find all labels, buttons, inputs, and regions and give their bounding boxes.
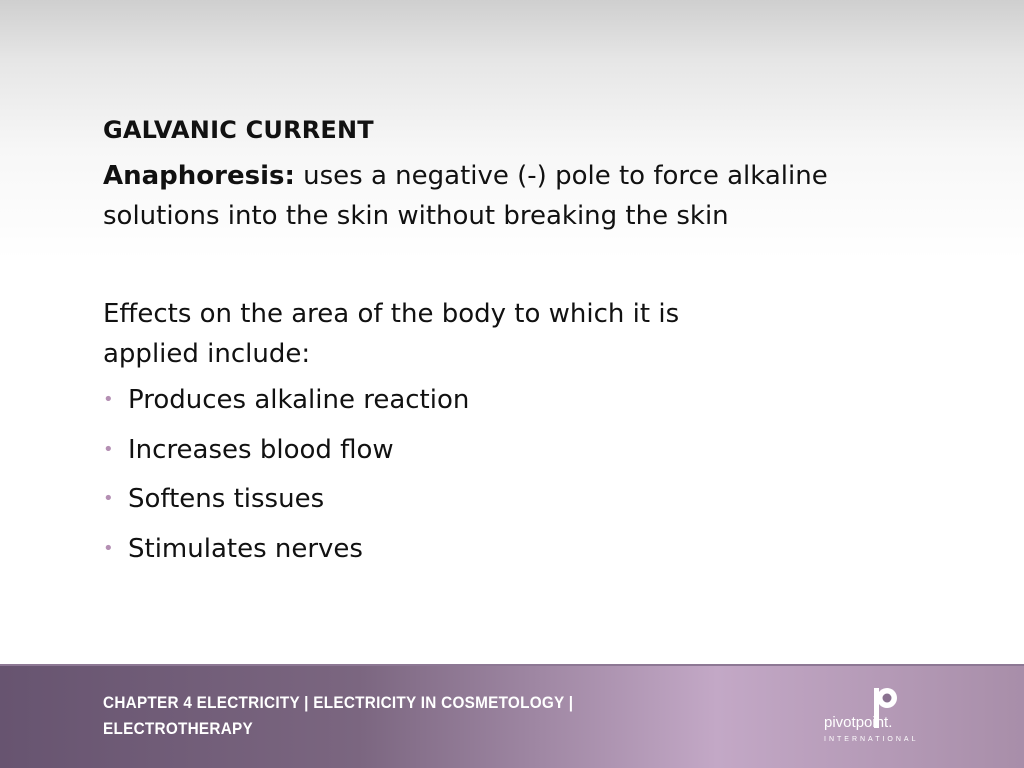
bullet-icon: •	[103, 488, 114, 509]
effects-list	[103, 380, 863, 569]
pivot-point-logo	[824, 686, 934, 748]
bullet-icon: •	[103, 438, 114, 460]
list-item-text: Stimulates nerves	[128, 533, 363, 564]
effects-intro: Effects on the area of the body to which it is applied include:	[103, 299, 680, 369]
footer-chapter-text: CHAPTER 4 ELECTRICITY | ELECTRICITY IN COSMETOLOGY | ELECTROTHERAPY	[103, 693, 574, 738]
list-item-text: Increases blood flow	[128, 434, 394, 465]
list-item-text: Produces alkaline reaction	[128, 385, 470, 415]
definition-term: Anaphoresis:	[103, 161, 295, 191]
logo-word-left: pivot	[824, 714, 856, 731]
slide-content	[103, 112, 863, 578]
bullet-icon: •	[103, 389, 114, 410]
definition-text: uses a negative (-) pole to force alkaline solutions into the skin without breaking the skin	[103, 161, 828, 231]
logo-word-right: point.	[855, 714, 893, 731]
bullet-icon: •	[103, 537, 114, 559]
list-item	[103, 380, 863, 420]
list-item	[103, 430, 863, 470]
list-item	[103, 479, 863, 519]
logo-subtitle: INTERNATIONAL	[824, 736, 919, 743]
logo-wordmark	[824, 714, 892, 731]
list-item	[103, 529, 863, 569]
slide-footer	[0, 664, 1024, 768]
slide-heading: GALVANIC CURRENT	[103, 116, 374, 144]
list-item-text: Softens tissues	[128, 484, 325, 514]
definition-paragraph	[103, 156, 863, 236]
